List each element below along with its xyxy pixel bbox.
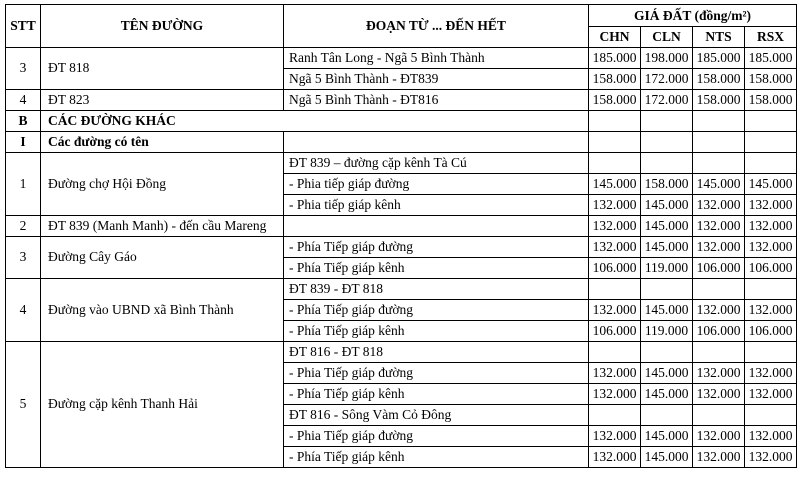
cell-price (641, 152, 693, 173)
cell-stt: 4 (6, 278, 41, 341)
cell-stt: 3 (6, 236, 41, 278)
cell-price: 145.000 (641, 362, 693, 383)
cell-price: 132.000 (745, 236, 797, 257)
cell-price: 172.000 (641, 68, 693, 89)
cell-stt: 1 (6, 152, 41, 215)
cell-price: 145.000 (693, 173, 745, 194)
cell-price: 145.000 (641, 425, 693, 446)
cell-price (589, 404, 641, 425)
cell-price: 132.000 (589, 236, 641, 257)
cell-price (589, 131, 641, 152)
cell-price (745, 341, 797, 362)
cell-price: 185.000 (589, 47, 641, 68)
cell-price: 132.000 (589, 362, 641, 383)
cell-price: 145.000 (641, 383, 693, 404)
cell-price: 145.000 (641, 215, 693, 236)
cell-price: 185.000 (745, 47, 797, 68)
cell-stt: 3 (6, 47, 41, 89)
cell-price: 132.000 (589, 383, 641, 404)
table-row (6, 89, 797, 110)
table-header (6, 5, 797, 48)
header-col-nts: NTS (693, 27, 745, 48)
cell-price: 132.000 (745, 446, 797, 467)
cell-price (693, 152, 745, 173)
cell-price (589, 278, 641, 299)
cell-price: 132.000 (745, 215, 797, 236)
table-row (6, 236, 797, 257)
cell-street-name: Đường chợ Hội Đồng (41, 152, 284, 215)
cell-segment: Ranh Tân Long - Ngã 5 Bình Thành (284, 47, 589, 68)
cell-stt: 5 (6, 341, 41, 467)
cell-street-name: Đường cặp kênh Thanh Hải (41, 341, 284, 467)
cell-section-title: Các đường có tên (41, 131, 284, 152)
cell-price (589, 152, 641, 173)
header-stt: STT (6, 5, 41, 48)
cell-stt: B (6, 110, 41, 131)
cell-price: 158.000 (745, 68, 797, 89)
cell-section-title: CÁC ĐƯỜNG KHÁC (41, 110, 589, 131)
cell-price: 106.000 (693, 320, 745, 341)
cell-street-name: ĐT 823 (41, 89, 284, 110)
cell-price: 145.000 (641, 446, 693, 467)
cell-price: 145.000 (641, 194, 693, 215)
cell-price (693, 404, 745, 425)
cell-price: 106.000 (745, 257, 797, 278)
cell-segment: - Phía Tiếp giáp kênh (284, 257, 589, 278)
cell-street-name: ĐT 839 (Manh Manh) - đến cầu Mareng (41, 215, 284, 236)
header-col-cln: CLN (641, 27, 693, 48)
header-col-rsx: RSX (745, 27, 797, 48)
header-price-group: GIÁ ĐẤT (đồng/m²) (589, 5, 797, 27)
table-row (6, 341, 797, 362)
cell-price: 172.000 (641, 89, 693, 110)
cell-price: 158.000 (589, 68, 641, 89)
cell-price: 158.000 (745, 89, 797, 110)
cell-price: 106.000 (745, 320, 797, 341)
cell-price (693, 110, 745, 131)
cell-price: 132.000 (745, 362, 797, 383)
cell-stt: 2 (6, 215, 41, 236)
cell-price: 132.000 (693, 446, 745, 467)
cell-segment: - Phía Tiếp giáp kênh (284, 383, 589, 404)
cell-segment: ĐT 839 - ĐT 818 (284, 278, 589, 299)
cell-segment: - Phía Tiếp giáp đường (284, 299, 589, 320)
cell-segment: ĐT 816 - Sông Vàm Cỏ Đông (284, 404, 589, 425)
table-row (6, 215, 797, 236)
table-row (6, 47, 797, 68)
cell-price: 132.000 (745, 383, 797, 404)
header-street-name: TÊN ĐƯỜNG (41, 5, 284, 48)
cell-price: 158.000 (693, 68, 745, 89)
cell-price (693, 131, 745, 152)
cell-price: 132.000 (693, 194, 745, 215)
cell-price: 132.000 (745, 425, 797, 446)
cell-price: 132.000 (745, 299, 797, 320)
cell-price: 158.000 (693, 89, 745, 110)
cell-segment: - Phia tiếp giáp đường (284, 173, 589, 194)
cell-price: 119.000 (641, 257, 693, 278)
table-row (6, 131, 797, 152)
cell-price: 132.000 (693, 425, 745, 446)
cell-price: 132.000 (589, 446, 641, 467)
cell-street-name: ĐT 818 (41, 47, 284, 89)
cell-segment (284, 131, 589, 152)
cell-price (693, 341, 745, 362)
cell-price: 132.000 (693, 299, 745, 320)
cell-price (641, 278, 693, 299)
cell-price (745, 404, 797, 425)
cell-price: 132.000 (693, 236, 745, 257)
cell-stt: 4 (6, 89, 41, 110)
cell-price (745, 131, 797, 152)
cell-segment: Ngã 5 Bình Thành - ĐT839 (284, 68, 589, 89)
cell-price: 132.000 (693, 383, 745, 404)
cell-price: 132.000 (693, 215, 745, 236)
cell-street-name: Đường Cây Gáo (41, 236, 284, 278)
cell-price: 106.000 (693, 257, 745, 278)
cell-price (693, 278, 745, 299)
cell-price: 132.000 (589, 299, 641, 320)
table-body (6, 47, 797, 467)
cell-segment (284, 215, 589, 236)
cell-price (589, 341, 641, 362)
cell-stt: I (6, 131, 41, 152)
cell-price: 145.000 (641, 299, 693, 320)
cell-price: 145.000 (745, 173, 797, 194)
table-row (6, 278, 797, 299)
cell-price: 132.000 (589, 425, 641, 446)
cell-price: 198.000 (641, 47, 693, 68)
cell-segment: - Phía Tiếp giáp kênh (284, 320, 589, 341)
header-segment: ĐOẠN TỪ ... ĐẾN HẾT (284, 5, 589, 48)
cell-price (745, 278, 797, 299)
table-row (6, 152, 797, 173)
cell-price (641, 404, 693, 425)
cell-segment: - Phia Tiếp giáp đường (284, 362, 589, 383)
header-row-main (6, 5, 797, 27)
cell-price: 185.000 (693, 47, 745, 68)
cell-segment: ĐT 816 - ĐT 818 (284, 341, 589, 362)
cell-price: 119.000 (641, 320, 693, 341)
cell-segment: - Phía Tiếp giáp đường (284, 236, 589, 257)
header-col-chn: CHN (589, 27, 641, 48)
cell-price: 158.000 (589, 89, 641, 110)
cell-price (745, 110, 797, 131)
land-price-table (5, 4, 797, 468)
cell-price: 132.000 (589, 194, 641, 215)
cell-price: 145.000 (641, 236, 693, 257)
cell-segment: - Phia Tiếp giáp đường (284, 425, 589, 446)
cell-price (589, 110, 641, 131)
cell-price (745, 152, 797, 173)
cell-price: 158.000 (641, 173, 693, 194)
cell-street-name: Đường vào UBND xã Bình Thành (41, 278, 284, 341)
cell-price (641, 110, 693, 131)
cell-price: 132.000 (693, 362, 745, 383)
cell-price (641, 131, 693, 152)
cell-price: 132.000 (589, 215, 641, 236)
table-row (6, 110, 797, 131)
cell-price: 106.000 (589, 257, 641, 278)
cell-price: 132.000 (745, 194, 797, 215)
cell-segment: - Phía Tiếp giáp kênh (284, 446, 589, 467)
cell-price: 145.000 (589, 173, 641, 194)
cell-price: 106.000 (589, 320, 641, 341)
cell-price (641, 341, 693, 362)
cell-segment: ĐT 839 – đường cặp kênh Tà Cú (284, 152, 589, 173)
cell-segment: Ngã 5 Bình Thành - ĐT816 (284, 89, 589, 110)
cell-segment: - Phia tiếp giáp kênh (284, 194, 589, 215)
